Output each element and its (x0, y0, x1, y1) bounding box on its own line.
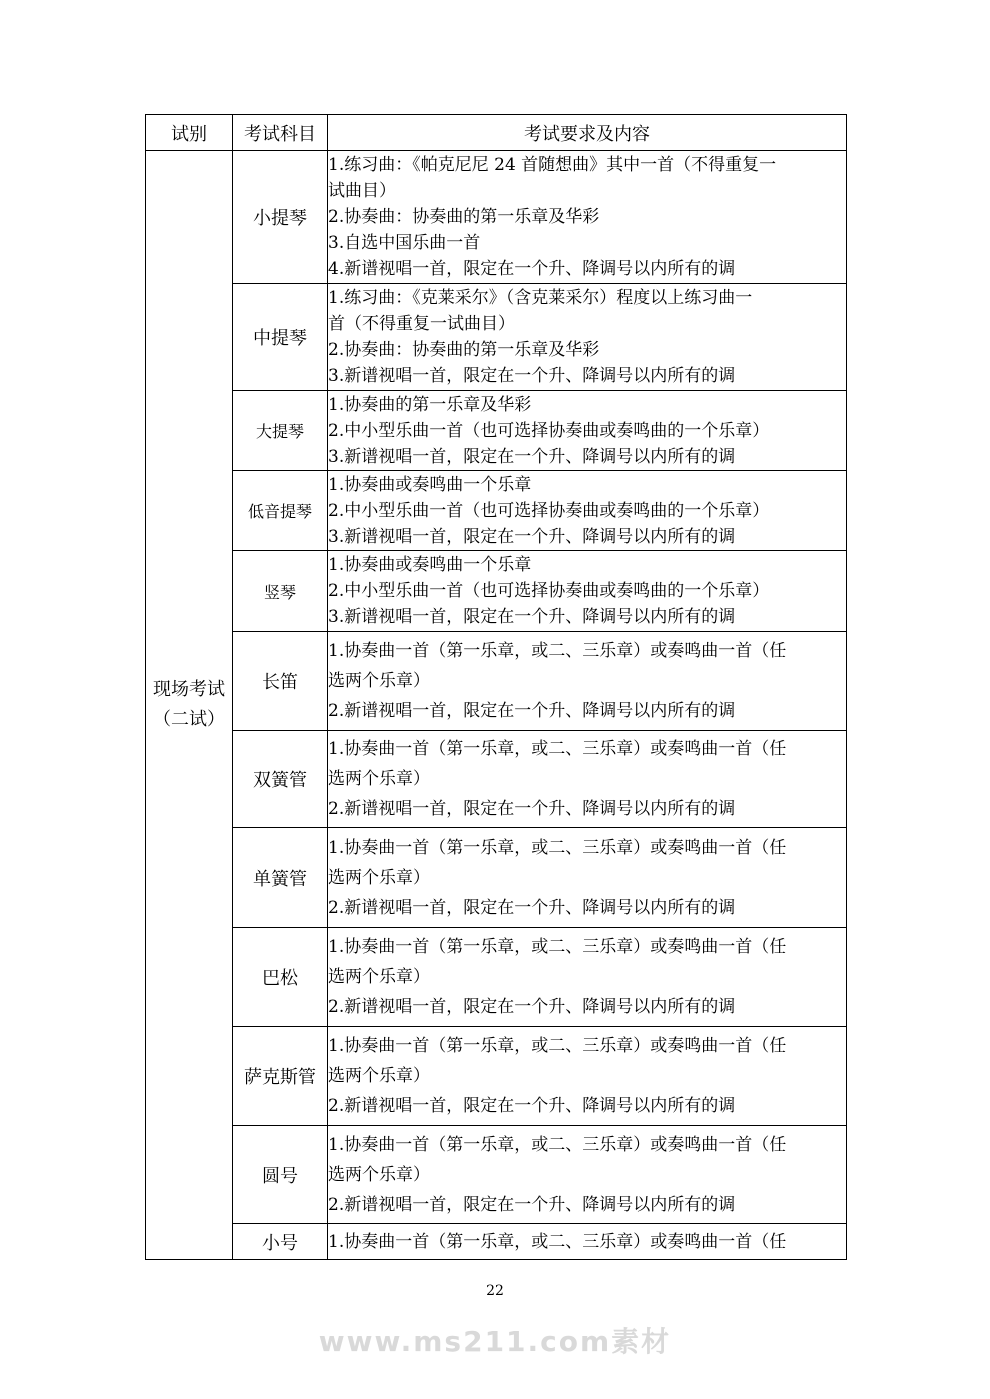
requirement-line: 2.新谱视唱一首，限定在一个升、降调号以内所有的调 (328, 1194, 736, 1215)
requirement-line: 1.协奏曲一首（第一乐章，或二、三乐章）或奏鸣曲一首（任 (328, 1036, 787, 1056)
requirement-line: 1.协奏曲一首（第一乐章，或二、三乐章）或奏鸣曲一首（任 (328, 1134, 787, 1155)
requirements-cell (328, 1224, 847, 1260)
requirement-line: 3.新谱视唱一首，限定在一个升、降调号以内所有的调 (328, 526, 736, 547)
requirement-line: 1.协奏曲或奏鸣曲一个乐章 (328, 474, 532, 495)
requirement-line: 选两个乐章） (328, 967, 430, 987)
header-subject: 考试科目 (233, 115, 328, 151)
subject-cell: 巴松 (233, 928, 328, 1027)
subject-cell: 双簧管 (233, 731, 328, 828)
requirement-line: 2.中小型乐曲一首（也可选择协奏曲或奏鸣曲的一个乐章） (328, 581, 770, 601)
requirement-line: 2.中小型乐曲一首（也可选择协奏曲或奏鸣曲的一个乐章） (328, 420, 770, 441)
table-row (146, 284, 847, 391)
exam-type-line: （二试） (153, 709, 225, 730)
subject-cell: 长笛 (233, 632, 328, 731)
requirement-line: 1.协奏曲一首（第一乐章，或二、三乐章）或奏鸣曲一首（任 (328, 1231, 787, 1252)
requirement-line: 2.新谱视唱一首，限定在一个升、降调号以内所有的调 (328, 799, 736, 819)
requirements-cell (328, 632, 847, 731)
requirements-cell (328, 1126, 847, 1224)
requirement-line: 2.新谱视唱一首，限定在一个升、降调号以内所有的调 (328, 897, 736, 918)
requirement-line: 首（不得重复一试曲目） (328, 314, 515, 334)
requirements-cell (328, 151, 847, 284)
header-exam-type: 试别 (146, 115, 233, 151)
table-row (146, 471, 847, 551)
requirement-line: 1.练习曲：《帕克尼尼 24 首随想曲》其中一首（不得重复一 (328, 155, 777, 175)
requirement-line: 2.协奏曲：协奏曲的第一乐章及华彩 (328, 207, 600, 227)
subject-cell: 单簧管 (233, 828, 328, 928)
subject-cell: 竖琴 (233, 551, 328, 632)
table-row (146, 391, 847, 471)
requirement-line: 3.自选中国乐曲一首 (328, 233, 481, 253)
subject-cell: 低音提琴 (233, 471, 328, 551)
subject-cell: 圆号 (233, 1126, 328, 1224)
page-number: 22 (486, 1283, 504, 1299)
requirement-line: 1.协奏曲一首（第一乐章，或二、三乐章）或奏鸣曲一首（任 (328, 641, 787, 661)
requirement-line: 2.协奏曲：协奏曲的第一乐章及华彩 (328, 340, 600, 360)
table-row (146, 632, 847, 731)
subject-cell: 中提琴 (233, 284, 328, 391)
table-header-row (146, 115, 847, 151)
requirements-cell (328, 731, 847, 828)
requirement-line: 试曲目） (328, 181, 396, 201)
requirement-line: 2.中小型乐曲一首（也可选择协奏曲或奏鸣曲的一个乐章） (328, 500, 770, 521)
requirements-cell (328, 928, 847, 1027)
requirement-line: 选两个乐章） (328, 1164, 430, 1185)
table-row (146, 731, 847, 828)
watermark: www.ms211.com素材 (318, 1325, 672, 1358)
requirement-line: 2.新谱视唱一首，限定在一个升、降调号以内所有的调 (328, 1096, 736, 1116)
exam-type-line: 现场考试 (153, 679, 225, 700)
subject-cell: 小提琴 (233, 151, 328, 284)
requirement-line: 4.新谱视唱一首，限定在一个升、降调号以内所有的调 (328, 259, 736, 279)
subject-cell: 大提琴 (233, 391, 328, 471)
header-requirements: 考试要求及内容 (328, 115, 847, 151)
requirement-line: 1.协奏曲一首（第一乐章，或二、三乐章）或奏鸣曲一首（任 (328, 837, 787, 858)
exam-type-cell (146, 151, 233, 1260)
requirements-cell (328, 391, 847, 471)
requirement-line: 1.协奏曲一首（第一乐章，或二、三乐章）或奏鸣曲一首（任 (328, 739, 787, 759)
requirement-line: 2.新谱视唱一首，限定在一个升、降调号以内所有的调 (328, 701, 736, 721)
requirement-line: 3.新谱视唱一首，限定在一个升、降调号以内所有的调 (328, 607, 736, 627)
table-row (146, 551, 847, 632)
requirements-cell (328, 828, 847, 928)
subject-cell: 萨克斯管 (233, 1027, 328, 1126)
table-row (146, 928, 847, 1027)
table-row (146, 151, 847, 284)
requirements-cell (328, 1027, 847, 1126)
table-row (146, 1126, 847, 1224)
requirements-cell (328, 284, 847, 391)
requirement-line: 2.新谱视唱一首，限定在一个升、降调号以内所有的调 (328, 997, 736, 1017)
requirement-line: 1.协奏曲的第一乐章及华彩 (328, 394, 532, 415)
subject-cell: 小号 (233, 1224, 328, 1260)
table-row (146, 828, 847, 928)
requirement-line: 3.新谱视唱一首，限定在一个升、降调号以内所有的调 (328, 366, 736, 386)
requirement-line: 选两个乐章） (328, 671, 430, 691)
requirement-line: 3.新谱视唱一首，限定在一个升、降调号以内所有的调 (328, 446, 736, 467)
requirements-cell (328, 551, 847, 632)
table-row (146, 1224, 847, 1260)
requirement-line: 1.协奏曲一首（第一乐章，或二、三乐章）或奏鸣曲一首（任 (328, 937, 787, 957)
requirement-line: 选两个乐章） (328, 1066, 430, 1086)
exam-requirements-table (145, 114, 847, 1260)
requirement-line: 1.练习曲：《克莱采尔》（含克莱采尔）程度以上练习曲一 (328, 288, 753, 308)
table-row (146, 1027, 847, 1126)
requirement-line: 选两个乐章） (328, 867, 430, 888)
requirement-line: 选两个乐章） (328, 769, 430, 789)
requirements-cell (328, 471, 847, 551)
requirement-line: 1.协奏曲或奏鸣曲一个乐章 (328, 555, 532, 575)
